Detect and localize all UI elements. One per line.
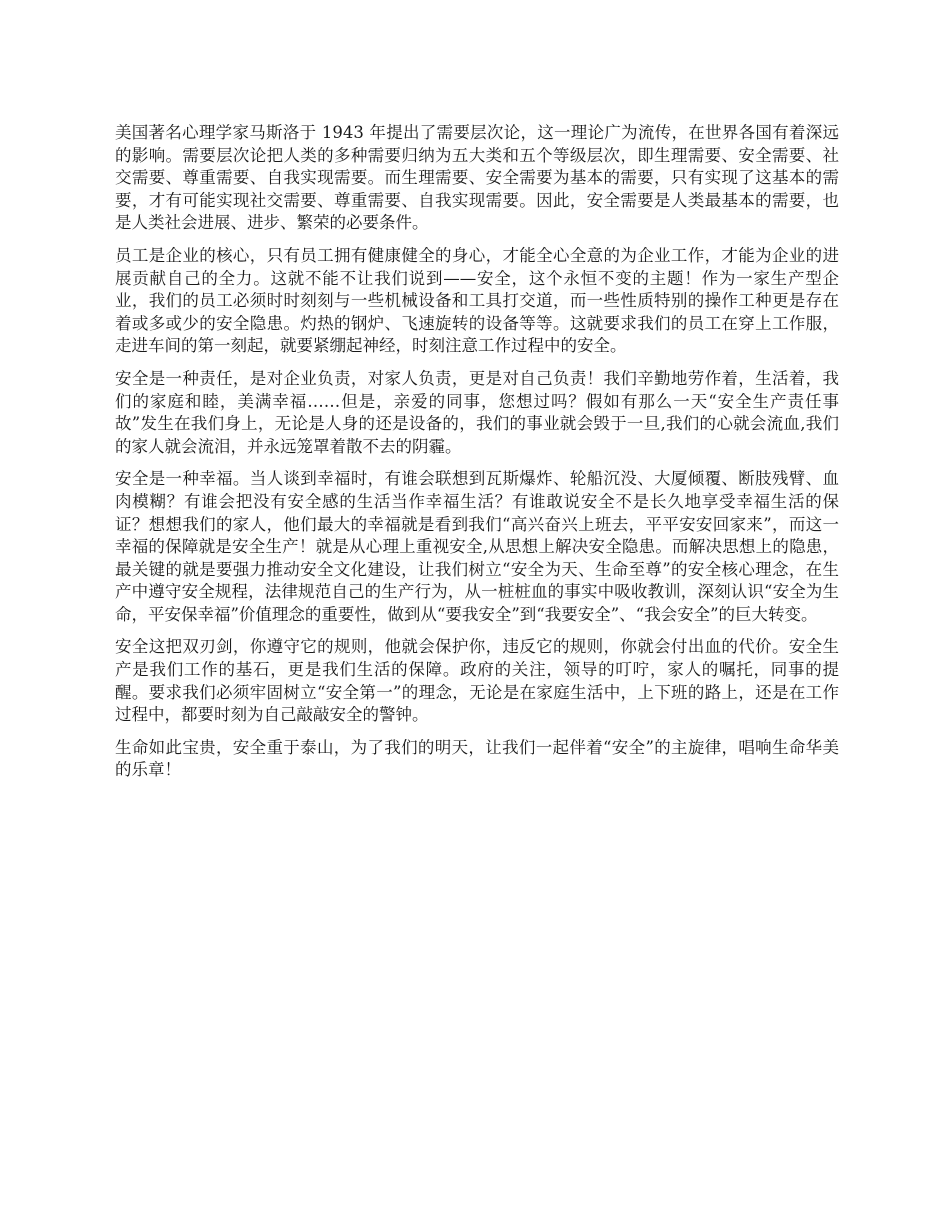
paragraph-6: 生命如此宝贵，安全重于泰山，为了我们的明天，让我们一起伴着“安全”的主旋律，唱响生命华美的乐章！	[115, 737, 839, 780]
paragraph-1: 美国著名心理学家马斯洛于 1943 年提出了需要层次论，这一理论广为流传，在世界各国有着深远的影响。需要层次论把人类的多种需要归纳为五大类和五个等级层次，即生理需要、安全需要、社交需要、尊重需要、自我实现需要。而生理需要、安全需要为基本的需要，只有实现了这基本的需要，才有可能实现社交需要、尊重需要、自我实现需要。因此，安全需要是人类最基本的需要，也是人类社会进展、进步、繁荣的必要条件。	[115, 123, 839, 233]
paragraph-5: 安全这把双刃剑，你遵守它的规则，他就会保护你，违反它的规则，你就会付出血的代价。安全生产是我们工作的基石，更是我们生活的保障。政府的关注，领导的叮咛，家人的嘱托，同事的提醒。要求我们必须牢固树立“安全第一”的理念，无论是在家庭生活中，上下班的路上，还是在工作过程中，都要时刻为自己敲敲安全的警钟。	[115, 637, 839, 725]
paragraph-2: 员工是企业的核心，只有员工拥有健康健全的身心，才能全心全意的为企业工作，才能为企业的进展贡献自己的全力。这就不能不让我们说到——安全，这个永恒不变的主题！作为一家生产型企业，我们的员工必须时时刻刻与一些机械设备和工具打交道，而一些性质特别的操作工种更是存在着或多或少的安全隐患。灼热的钢炉、飞速旋转的设备等等。这就要求我们的员工在穿上工作服，走进车间的第一刻起，就要紧绷起神经，时刻注意工作过程中的安全。	[115, 245, 839, 356]
paragraph-3: 安全是一种责任，是对企业负责，对家人负责，更是对自己负责！我们辛勤地劳作着，生活着，我们的家庭和睦，美满幸福……但是，亲爱的同事，您想过吗？假如有那么一天“安全生产责任事故”发生在我们身上，无论是人身的还是设备的，我们的事业就会毁于一旦,我们的心就会流血,我们的家人就会流泪，并永远笼罩着散不去的阴霾。	[115, 368, 839, 456]
paragraph-4: 安全是一种幸福。当人谈到幸福时，有谁会联想到瓦斯爆炸、轮船沉没、大厦倾覆、断肢残臂、血肉模糊？有谁会把没有安全感的生活当作幸福生活？有谁敢说安全不是长久地享受幸福生活的保证？想想我们的家人，他们最大的幸福就是看到我们“高兴奋兴上班去，平平安安回家来”，而这一幸福的保障就是安全生产！就是从心理上重视安全,从思想上解决安全隐患。而解决思想上的隐患，最关键的就是要强力推动安全文化建设，让我们树立“安全为天、生命至尊”的安全核心理念，在生产中遵守安全规程，法律规范自己的生产行为，从一桩桩血的事实中吸收教训，深刻认识“安全为生命，平安保幸福”价值理念的重要性，做到从“要我安全”到“我要安全”、“我会安全”的巨大转变。	[115, 469, 839, 624]
document-body	[115, 122, 839, 792]
